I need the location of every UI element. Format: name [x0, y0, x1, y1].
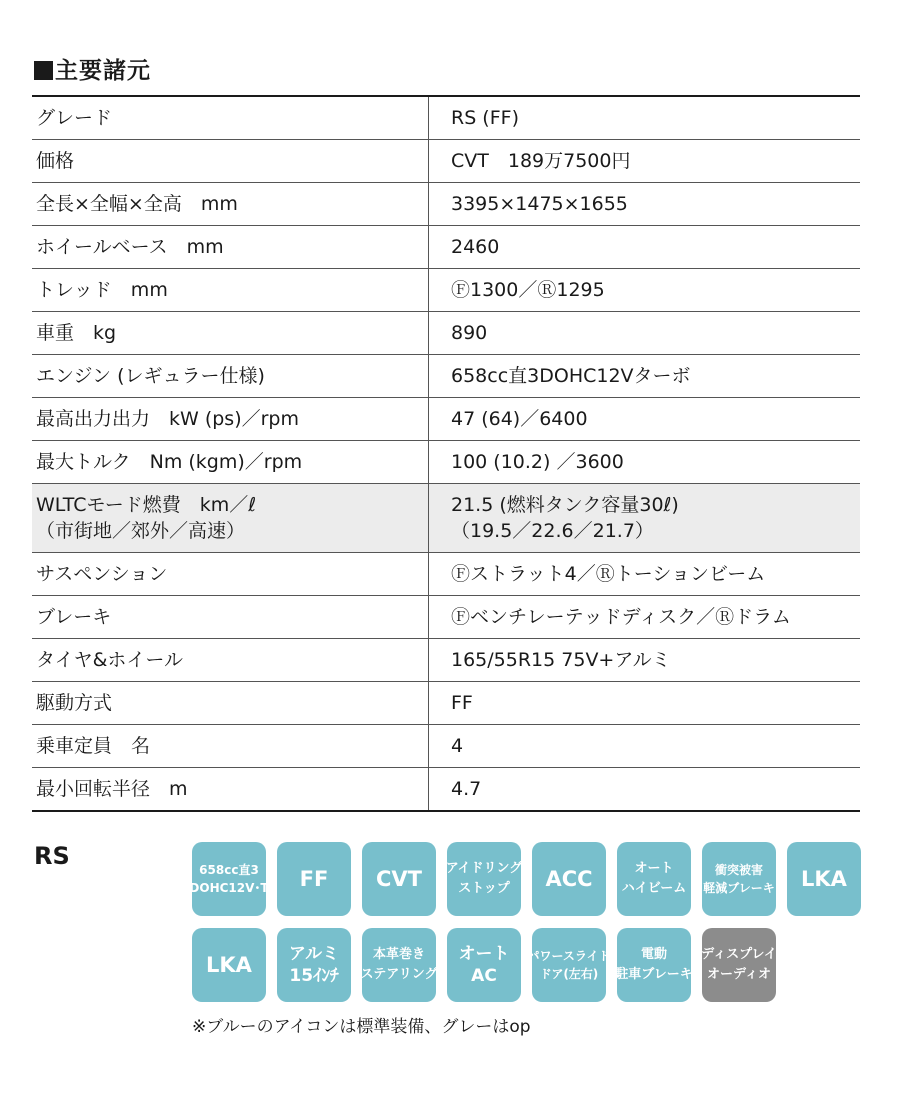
spec-label: 最小回転半径 m — [32, 768, 429, 812]
table-row — [32, 140, 860, 183]
spec-label: 駆動方式 — [32, 682, 429, 725]
spec-value: RS (FF) — [429, 96, 861, 140]
spec-label: 全長×全幅×全高 mm — [32, 183, 429, 226]
spec-label — [32, 484, 429, 553]
collision-brake-badge-icon: 衝突被害 軽減ブレーキ — [702, 842, 776, 916]
spec-value: 165/55R15 75V+アルミ — [429, 639, 861, 682]
spec-label: 最大トルク Nm (kgm)／rpm — [32, 441, 429, 484]
spec-value: 3395×1475×1655 — [429, 183, 861, 226]
spec-label: サスペンション — [32, 553, 429, 596]
power-slide-door-badge-icon: パワースライド ドア(左右) — [532, 928, 606, 1002]
spec-value: Ⓕ1300／Ⓡ1295 — [429, 269, 861, 312]
table-row — [32, 355, 860, 398]
spec-label: ホイールベース mm — [32, 226, 429, 269]
spec-label: ブレーキ — [32, 596, 429, 639]
table-row — [32, 441, 860, 484]
idling-stop-badge-icon: アイドリング ストップ — [447, 842, 521, 916]
table-row — [32, 312, 860, 355]
spec-value: Ⓕストラット4／Ⓡトーションビーム — [429, 553, 861, 596]
spec-value — [429, 484, 861, 553]
spec-value: Ⓕベンチレーテッドディスク／Ⓡドラム — [429, 596, 861, 639]
lka-badge-icon: LKA — [192, 928, 266, 1002]
spec-label: グレード — [32, 96, 429, 140]
table-row — [32, 183, 860, 226]
spec-value: 4.7 — [451, 778, 482, 800]
auto-high-beam-badge-icon: オート ハイビーム — [617, 842, 691, 916]
lka-badge-icon: LKA — [787, 842, 861, 916]
spec-value: 658cc直3DOHC12Vターボ — [429, 355, 861, 398]
spec-label: エンジン (レギュラー仕様) — [32, 355, 429, 398]
table-row — [32, 398, 860, 441]
spec-value-line2: （19.5／22.6／21.7） — [451, 520, 654, 542]
spec-value: FF — [429, 682, 861, 725]
table-row — [32, 682, 860, 725]
table-row — [32, 596, 860, 639]
grade-label: RS — [34, 842, 70, 870]
section-heading-text: 主要諸元 — [55, 58, 151, 84]
spec-label: トレッド mm — [32, 269, 429, 312]
spec-label: 最高出力出力 kW (ps)／rpm — [32, 398, 429, 441]
table-row — [32, 96, 860, 140]
leather-steering-badge-icon: 本革巻き ステアリング — [362, 928, 436, 1002]
spec-label: 乗車定員 名 — [32, 725, 429, 768]
spec-label-line1: WLTCモード燃費 km／ℓ — [36, 494, 257, 516]
spec-value: 100 (10.2) ／3600 — [429, 441, 861, 484]
table-row — [32, 639, 860, 682]
spec-label-line2: （市街地／郊外／高速） — [36, 520, 246, 542]
cvt-badge-icon: CVT — [362, 842, 436, 916]
engine-badge-icon: 658cc直3 DOHC12V･T — [192, 842, 266, 916]
table-row — [32, 553, 860, 596]
spec-value: CVT 189万7500円 — [429, 140, 861, 183]
spec-value: 47 (64)／6400 — [429, 398, 861, 441]
electric-parking-brake-badge-icon: 電動 駐車ブレーキ — [617, 928, 691, 1002]
acc-badge-icon: ACC — [532, 842, 606, 916]
table-row — [32, 768, 860, 812]
spec-label: タイヤ&ホイール — [32, 639, 429, 682]
table-row — [32, 269, 860, 312]
spec-value: 2460 — [429, 226, 861, 269]
display-audio-badge-icon: ディスプレイ オーディオ — [702, 928, 776, 1002]
section-heading — [34, 52, 151, 85]
spec-value: 4 — [429, 725, 861, 768]
legend-note: ※ブルーのアイコンは標準装備、グレーはop — [192, 1017, 531, 1037]
ff-badge-icon: FF — [277, 842, 351, 916]
spec-label: 価格 — [32, 140, 429, 183]
spec-label: 車重 kg — [32, 312, 429, 355]
table-row — [32, 725, 860, 768]
auto-ac-badge-icon: オート AC — [447, 928, 521, 1002]
square-bullet-icon — [34, 61, 53, 80]
spec-value: 890 — [429, 312, 861, 355]
table-row — [32, 484, 860, 553]
spec-table — [32, 95, 860, 812]
table-row — [32, 226, 860, 269]
alloy-wheel-badge-icon: アルミ 15ｲﾝﾁ — [277, 928, 351, 1002]
spec-value-line1: 21.5 (燃料タンク容量30ℓ) — [451, 494, 679, 516]
